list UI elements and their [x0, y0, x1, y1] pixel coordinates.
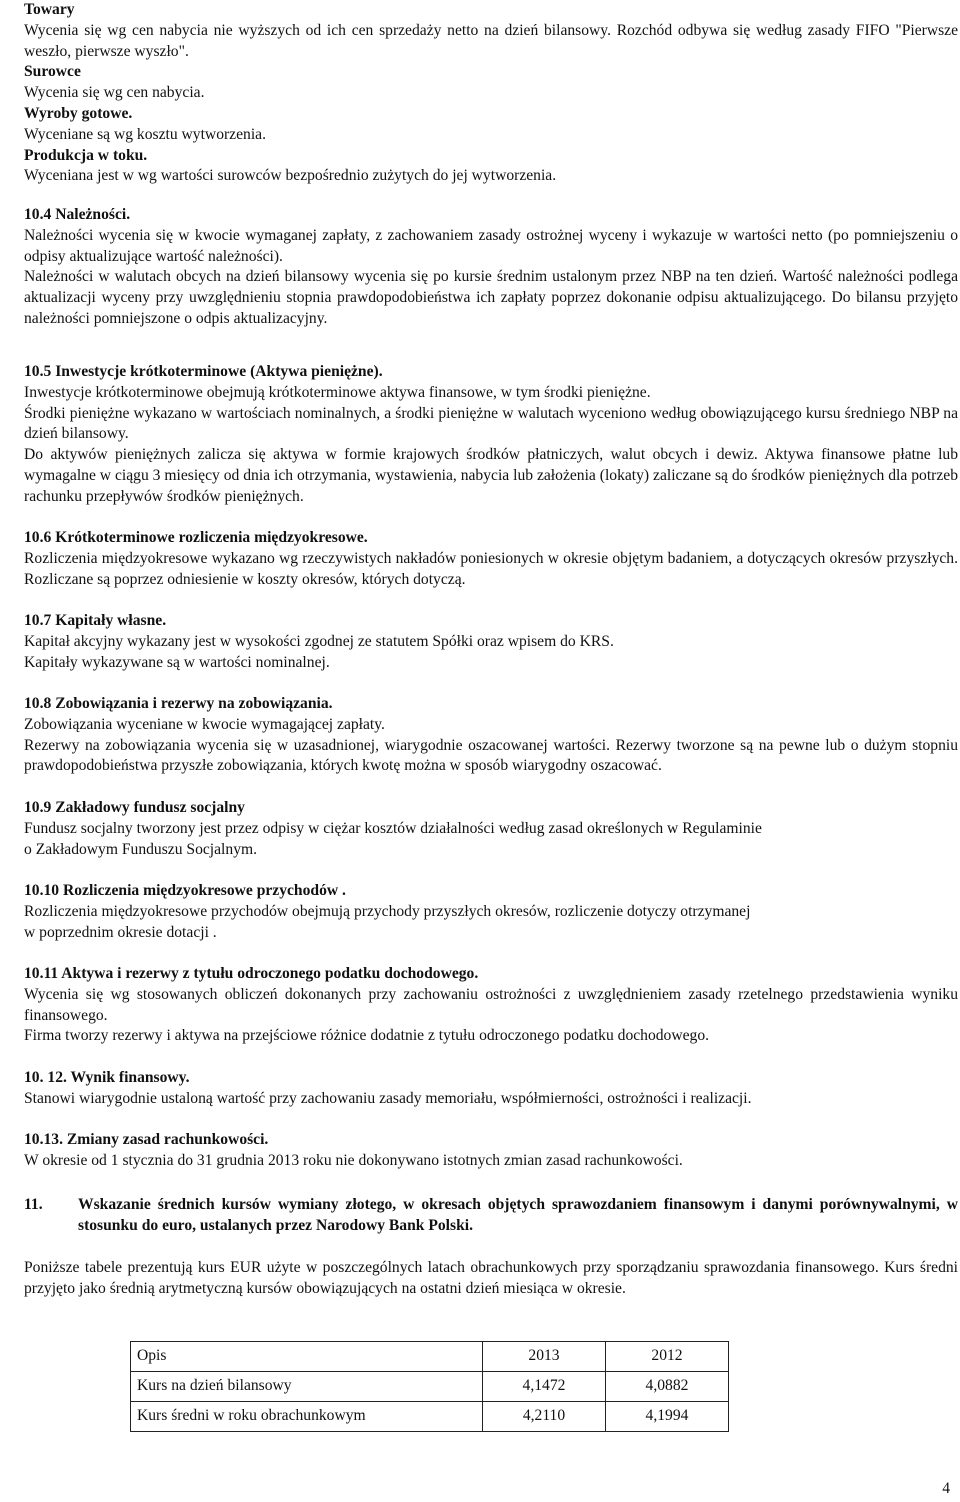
section-10-4 — [24, 205, 958, 330]
eur-rates-table — [130, 1341, 729, 1432]
heading-wyroby-gotowe: Wyroby gotowe. — [24, 104, 133, 122]
heading-10-4: 10.4 Należności. — [24, 206, 131, 223]
section-11-number: 11. — [24, 1196, 43, 1213]
heading-10-13: 10.13. Zmiany zasad rachunkowości. — [24, 1131, 269, 1148]
paragraph-wyroby-gotowe: Wyceniane są wg kosztu wytworzenia. — [24, 125, 266, 143]
section-10-11 — [24, 964, 958, 1047]
paragraph-surowce: Wycenia się wg cen nabycia. — [24, 84, 205, 102]
paragraph-10-7-b: Kapitały wykazywane są w wartości nominalnej. — [24, 653, 330, 671]
heading-10-11: 10.11 Aktywa i rezerwy z tytułu odroczonego podatku dochodowego. — [24, 965, 479, 982]
paragraph-10-13: W okresie od 1 stycznia do 31 grudnia 2013 roku nie dokonywano istotnych zmian zasad rachunkowości. — [24, 1151, 683, 1169]
heading-10-10: 10.10 Rozliczenia międzyokresowe przychodów . — [24, 882, 346, 899]
heading-10-7: 10.7 Kapitały własne. — [24, 612, 167, 629]
paragraph-10-9-a: Fundusz socjalny tworzony jest przez odpisy w ciężar kosztów działalności według zasad określonych w Regulaminie — [24, 819, 762, 837]
section-11-heading — [24, 1195, 958, 1237]
paragraph-10-4-b: Należności w walutach obcych na dzień bilansowy wycenia się po kursie średnim ustalonym przez NBP na ten dzień. Wartość należności podlega aktualizacji wyceny przy uwzględnieniu stopnia prawdopodobieństwa ich zapłaty poprzez dokonanie odpisu aktualizującego. Do bilansu przyjęto należności pomniejszone o odpis aktualizacyjny. — [24, 268, 958, 327]
table-cell: 4,0882 — [606, 1372, 729, 1402]
heading-10-12: 10. 12. Wynik finansowy. — [24, 1069, 190, 1086]
heading-10-9: 10.9 Zakładowy fundusz socjalny — [24, 799, 245, 816]
heading-10-6: 10.6 Krótkoterminowe rozliczenia międzyokresowe. — [24, 529, 368, 546]
paragraph-10-11-b: Firma tworzy rezerwy i aktywa na przejściowe różnice dodatnie z tytułu odroczonego podatku dochodowego. — [24, 1027, 710, 1045]
heading-11: Wskazanie średnich kursów wymiany złotego, w okresach objętych sprawozdaniem finansowym i danymi porównywalnymi, w stosunku do euro, ustalanych przez Narodowy Bank Polski. — [78, 1196, 958, 1234]
paragraph-10-4-a: Należności wycenia się w kwocie wymaganej zapłaty, z zachowaniem zasady ostrożnej wyceny i wykazuje w wartości netto (po pomniejszeniu o odpisy aktualizujące wartość należności). — [24, 226, 958, 265]
table-header-cell: Opis — [131, 1342, 483, 1372]
table-header-row — [131, 1342, 729, 1372]
table-row — [131, 1402, 729, 1432]
paragraph-10-5-b: Środki pieniężne wykazano w wartościach nominalnych, a środki pieniężne w walutach wyceniono według obowiązującego kursu średniego NBP na dzień bilansowy. — [24, 404, 958, 443]
paragraph-11: Poniższe tabele prezentują kurs EUR użyte w poszczególnych latach obrachunkowych przy sporządzaniu sprawozdania finansowego. Kurs średni przyjęto jako średnią arytmetyczną kursów obowiązujących na ostatni dzień miesiąca w okresie. — [24, 1259, 958, 1297]
paragraph-10-5-a: Inwestycje krótkoterminowe obejmują krótkoterminowe aktywa finansowe, w tym środki pieniężne. — [24, 383, 651, 401]
heading-towary: Towary — [24, 1, 75, 18]
heading-10-5: 10.5 Inwestycje krótkoterminowe (Aktywa pieniężne). — [24, 363, 383, 380]
section-10-13 — [24, 1130, 958, 1172]
table-row — [131, 1372, 729, 1402]
section-10-10 — [24, 881, 958, 943]
paragraph-10-7-a: Kapitał akcyjny wykazany jest w wysokości zgodnej ze statutem Spółki oraz wpisem do KRS. — [24, 632, 614, 650]
heading-produkcja-w-toku: Produkcja w toku. — [24, 146, 148, 164]
table-header-cell: 2012 — [606, 1342, 729, 1372]
paragraph-towary: Wycenia się wg cen nabycia nie wyższych od ich cen sprzedaży netto na dzień bilansowy. Rozchód odbywa się według zasady FIFO "Pierwsze weszło, pierwsze wyszło". — [24, 21, 958, 60]
paragraph-10-8-b: Rezerwy na zobowiązania wycenia się w uzasadnionej, wiarygodnie oszacowanej wartości. Rezerwy tworzone są na pewne lub o dużym stopniu prawdopodobieństwa przyszłe zobowiązania, których kwotę można w sposób wiarygodny oszacować. — [24, 736, 958, 775]
paragraph-produkcja-w-toku: Wyceniana jest w wg wartości surowców bezpośrednio zużytych do jej wytworzenia. — [24, 167, 557, 185]
section-10-7 — [24, 611, 958, 673]
paragraph-10-5-c: Do aktywów pieniężnych zalicza się aktywa w formie krajowych środków płatniczych, walut obcych i dewiz. Aktywa finansowe płatne lub wymagalne w ciągu 3 miesięcy od dnia ich otrzymania, wystawienia, nabycia lub założenia (lokaty) zaliczane są do środków pieniężnych dla potrzeb rachunku przepływów środków pieniężnych. — [24, 446, 958, 505]
table-cell: 4,1472 — [483, 1372, 606, 1402]
heading-10-8: 10.8 Zobowiązania i rezerwy na zobowiązania. — [24, 695, 333, 712]
table-cell: Kurs średni w roku obrachunkowym — [131, 1402, 483, 1432]
page-number: 4 — [942, 1480, 950, 1497]
section-10-9 — [24, 798, 958, 860]
paragraph-10-10-b: w poprzednim okresie dotacji . — [24, 923, 217, 941]
section-towary — [24, 0, 958, 187]
section-10-12 — [24, 1068, 958, 1110]
table-cell: 4,1994 — [606, 1402, 729, 1432]
heading-surowce: Surowce — [24, 63, 81, 81]
paragraph-10-9-b: o Zakładowym Funduszu Socjalnym. — [24, 840, 258, 858]
paragraph-10-8-a: Zobowiązania wyceniane w kwocie wymagającej zapłaty. — [24, 715, 385, 733]
paragraph-10-6: Rozliczenia międzyokresowe wykazano wg rzeczywistych nakładów poniesionych w okresie objętym badaniem, a dotyczących okresów przyszłych. Rozliczane są poprzez odniesienie w koszty okresów, których dotyczą. — [24, 549, 958, 588]
paragraph-10-12: Stanowi wiarygodnie ustaloną wartość przy zachowaniu zasady memoriału, współmierności, ostrożności i realizacji. — [24, 1089, 752, 1107]
section-10-8 — [24, 694, 958, 777]
table-cell: Kurs na dzień bilansowy — [131, 1372, 483, 1402]
section-10-6 — [24, 528, 958, 590]
section-11-body — [24, 1258, 958, 1300]
paragraph-10-11-a: Wycenia się wg stosowanych obliczeń dokonanych przy zachowaniu ostrożności z uwzględnieniem zasady rzetelnego przedstawienia wyniku finansowego. — [24, 985, 958, 1024]
section-10-5 — [24, 362, 958, 508]
table-header-cell: 2013 — [483, 1342, 606, 1372]
paragraph-10-10-a: Rozliczenia międzyokresowe przychodów obejmują przychody przyszłych okresów, rozliczenie dotyczy otrzymanej — [24, 902, 751, 920]
table-cell: 4,2110 — [483, 1402, 606, 1432]
